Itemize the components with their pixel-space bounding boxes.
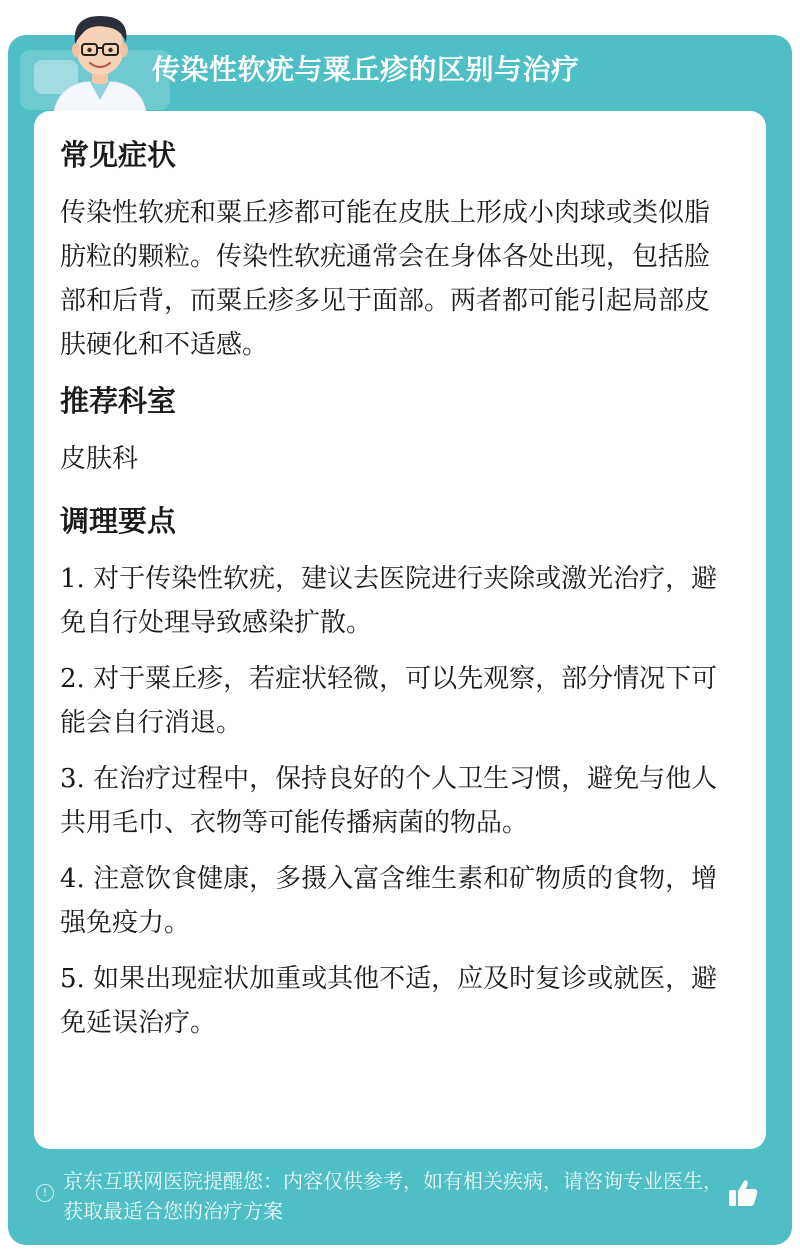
care-item-text: 如果出现症状加重或其他不适，应及时复诊或就医，避免延误治疗。 (60, 964, 718, 1038)
care-item-text: 对于传染性软疣，建议去医院进行夹除或激光治疗，避免自行处理导致感染扩散。 (60, 564, 718, 638)
info-icon: ! (36, 1184, 54, 1202)
doctor-avatar-icon (44, 8, 156, 112)
care-item-number: 4. (60, 864, 85, 894)
care-heading: 调理要点 (60, 504, 177, 538)
thumbs-up-icon[interactable] (726, 1176, 760, 1210)
care-item-text: 在治疗过程中，保持良好的个人卫生习惯，避免与他人共用毛巾、衣物等可能传播病菌的物品。 (60, 764, 718, 838)
department-text: 皮肤科 (60, 444, 139, 474)
care-item-number: 5. (60, 964, 85, 994)
care-item (60, 857, 730, 945)
care-item (60, 557, 730, 645)
disclaimer-footer (36, 1166, 756, 1230)
content-card (34, 111, 766, 1149)
page-title: 传染性软疣与粟丘疹的区别与治疗 (152, 53, 580, 86)
care-item (60, 657, 730, 745)
card-content (60, 133, 730, 1057)
care-item-number: 3. (60, 764, 85, 794)
department-heading: 推荐科室 (60, 384, 177, 418)
disclaimer-text: 京东互联网医院提醒您：内容仅供参考，如有相关疾病，请咨询专业医生，获取最适合您的治疗方案 (63, 1169, 723, 1223)
care-item-number: 2. (60, 664, 85, 694)
care-item (60, 757, 730, 845)
symptoms-text: 传染性软疣和粟丘疹都可能在皮肤上形成小肉球或类似脂肪粒的颗粒。传染性软疣通常会在身体各处出现，包括脸部和后背，而粟丘疹多见于面部。两者都可能引起局部皮肤硬化和不适感。 (60, 198, 711, 360)
care-item-text: 注意饮食健康，多摄入富含维生素和矿物质的食物，增强免疫力。 (60, 864, 718, 938)
care-item-text: 对于粟丘疹，若症状轻微，可以先观察，部分情况下可能会自行消退。 (60, 664, 718, 738)
symptoms-heading: 常见症状 (60, 138, 177, 172)
care-item (60, 957, 730, 1045)
care-item-number: 1. (60, 564, 85, 594)
